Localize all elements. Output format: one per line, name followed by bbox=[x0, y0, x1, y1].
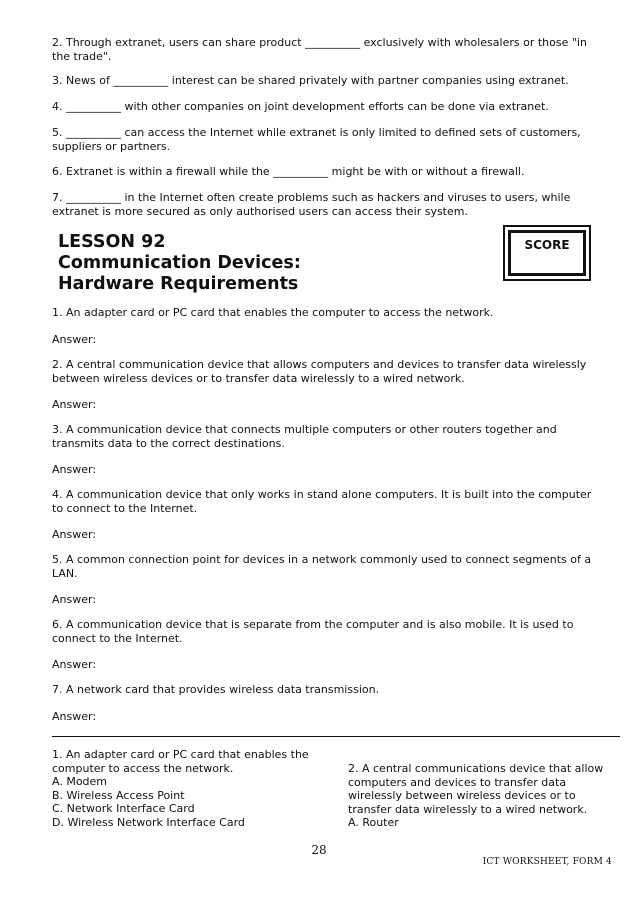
page-number: 28 bbox=[311, 843, 327, 857]
mcq-2-stem-line2: computers and devices to transfer data bbox=[348, 775, 567, 789]
lesson-number: LESSON 92 bbox=[58, 232, 166, 252]
question-1: 1. An adapter card or PC card that enables the computer to access the network. bbox=[52, 306, 494, 319]
answer-label-4: Answer: bbox=[52, 528, 97, 541]
question-6: 6. A communication device that is separate from the computer and is also mobile. It is used to connect to the Internet. bbox=[52, 618, 574, 645]
answer-label-7: Answer: bbox=[52, 710, 97, 723]
answer-label-6: Answer: bbox=[52, 658, 97, 671]
mcq-1-option-a: A. Modem bbox=[52, 775, 108, 788]
lesson-title-line2: Hardware Requirements bbox=[58, 274, 299, 294]
mcq-1-stem-line2: computer to access the network. bbox=[52, 761, 234, 775]
section-divider bbox=[52, 736, 620, 737]
mcq-1-option-c: C. Network Interface Card bbox=[52, 802, 195, 815]
page-footer: ICT WORKSHEET, FORM 4 bbox=[482, 857, 612, 867]
question-7: 7. A network card that provides wireless data transmission. bbox=[52, 683, 380, 696]
fill-question-2: 2. Through extranet, users can share product __________ exclusively with wholesalers or those "in the trade". bbox=[52, 36, 587, 63]
mcq-2-stem-line4: transfer data wirelessly to a wired network. bbox=[348, 802, 588, 816]
mcq-1-option-d: D. Wireless Network Interface Card bbox=[52, 815, 245, 829]
question-4: 4. A communication device that only works in stand alone computers. It is built into the computer to connect to the Internet. bbox=[52, 488, 592, 515]
mcq-1-option-b: B. Wireless Access Point bbox=[52, 788, 185, 802]
mcq-2-option-a: A. Router bbox=[348, 816, 399, 829]
question-2: 2. A central communication device that allows computers and devices to transfer data wirelessly between wireless devices or to transfer data wirelessly to a wired network. bbox=[52, 358, 587, 385]
mcq-2-stem-line1: 2. A central communications device that allow bbox=[348, 762, 604, 775]
mcq-question-2 bbox=[348, 762, 603, 830]
answer-label-2: Answer: bbox=[52, 398, 97, 411]
mcq-question-1 bbox=[52, 748, 309, 829]
question-3: 3. A communication device that connects multiple computers or other routers together and transmits data to the correct destinations. bbox=[52, 423, 557, 450]
score-label: SCORE bbox=[524, 238, 570, 252]
fill-question-5: 5. __________ can access the Internet while extranet is only limited to defined sets of customers, suppliers or partners. bbox=[52, 126, 581, 153]
fill-question-7: 7. __________ in the Internet often create problems such as hackers and viruses to users, while extranet is more secured as only authorised users can access their system. bbox=[52, 191, 571, 218]
answer-label-3: Answer: bbox=[52, 463, 97, 476]
mcq-1-stem-line1: 1. An adapter card or PC card that enables the bbox=[52, 748, 309, 761]
score-box bbox=[503, 225, 591, 281]
fill-question-6: 6. Extranet is within a firewall while the __________ might be with or without a firewall. bbox=[52, 165, 525, 178]
question-5: 5. A common connection point for devices in a network commonly used to connect segments of a LAN. bbox=[52, 553, 592, 580]
fill-question-3: 3. News of __________ interest can be shared privately with partner companies using extranet. bbox=[52, 74, 569, 87]
lesson-title-line1: Communication Devices: bbox=[58, 253, 301, 273]
fill-question-4: 4. __________ with other companies on joint development efforts can be done via extranet. bbox=[52, 100, 549, 113]
answer-label-5: Answer: bbox=[52, 593, 97, 606]
mcq-2-stem-line3: wirelessly between wireless devices or to bbox=[348, 789, 576, 802]
answer-label-1: Answer: bbox=[52, 333, 97, 346]
